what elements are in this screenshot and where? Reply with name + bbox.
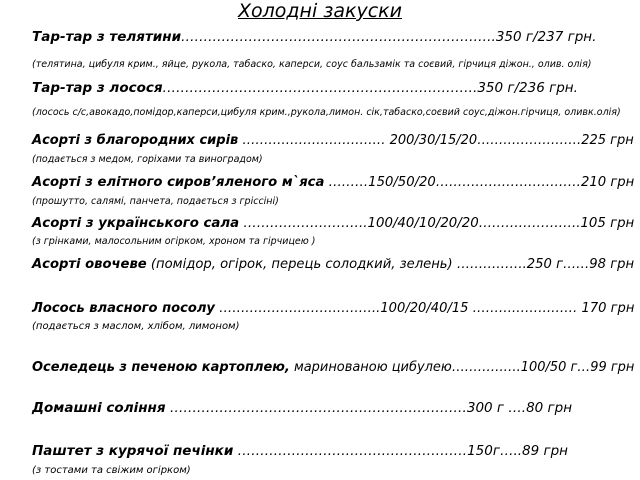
menu-item-description: (прошутто, салямі, панчета, подається з гріссіні) [32,196,279,207]
menu-item-name: Домашні соління [32,400,166,416]
menu-item-price: …………………………………………………………….350 г/236 грн. [162,80,578,96]
menu-item-description: (лосось с/с,авокадо,помідор,каперси,цибуля крим.,рукола,лимон. сік,табаско,соєвий соус,діжон.гірчиця, оливк.олія) [32,107,621,118]
menu-item-name: Асорті з українського сала [32,215,240,231]
menu-item-name: Асорті з елітного сиров’яленого м`яса [32,174,325,190]
menu-item-liver-pate [32,443,568,459]
menu-item-description: (подається з маслом, хлібом, лимоном) [32,321,240,332]
menu-item-name: Тар-тар з телятини [32,29,182,45]
menu-item-name: Тар-тар з лосося [32,80,163,96]
menu-item-cheese-assortment [32,132,634,148]
menu-item-herring [32,359,634,375]
menu-item-name: Асорті з благородних сирів [32,132,239,148]
menu-item-price: ……………………………….100/20/40/15 …………………… 170 грн [214,300,635,316]
menu-item-name: Паштет з курячої печінки [32,443,234,459]
menu-item-description: (телятина, цибуля крим., яйце, рукола, табаско, каперси, соус бальзамік та соєвий, гірчиця діжон., олив. олія) [32,59,592,70]
menu-item-salted-salmon [32,300,634,316]
menu-item-tartar-salmon [32,80,578,96]
menu-item-price: ……………………….100/40/10/20/20…………………..105 грн [239,215,635,231]
menu-item-vegetable-assortment [32,256,634,272]
menu-item-description: (з тостами та свіжим огірком) [32,465,191,476]
menu-item-salo-assortment [32,215,634,231]
menu-item-price: ……………………………………………150г…..89 грн [233,443,568,459]
menu-item-name: Оселедець з печеною картоплею, [32,359,290,375]
menu-item-description: (подається з медом, горіхами та виноградом) [32,154,263,165]
menu-title: Холодні закуски [237,0,403,22]
menu-item-price: …………………………………………………………….350 г/237 грн. [181,29,597,45]
menu-item-price: (помідор, огірок, перець солодкий, зелень) …………….250 г……98 грн [146,256,635,272]
menu-item-price: …………………………………………………………300 г ….80 грн [165,400,573,416]
menu-item-price: маринованою цибулею…………….100/50 г…99 грн [289,359,635,375]
menu-item-name: Асорті овочеве [32,256,147,272]
menu-item-price: …………………………… 200/30/15/20……………………225 грн [238,132,634,148]
menu-item-pickles [32,400,572,416]
menu-item-description: (з грінками, малосольним огірком, хроном та гірчицею ) [32,236,316,247]
menu-item-price: ………150/50/20……………………………210 грн [324,174,635,190]
menu-item-meat-assortment [32,174,634,190]
menu-item-name: Лосось власного посолу [32,300,215,316]
menu-item-tartar-veal [32,29,596,45]
